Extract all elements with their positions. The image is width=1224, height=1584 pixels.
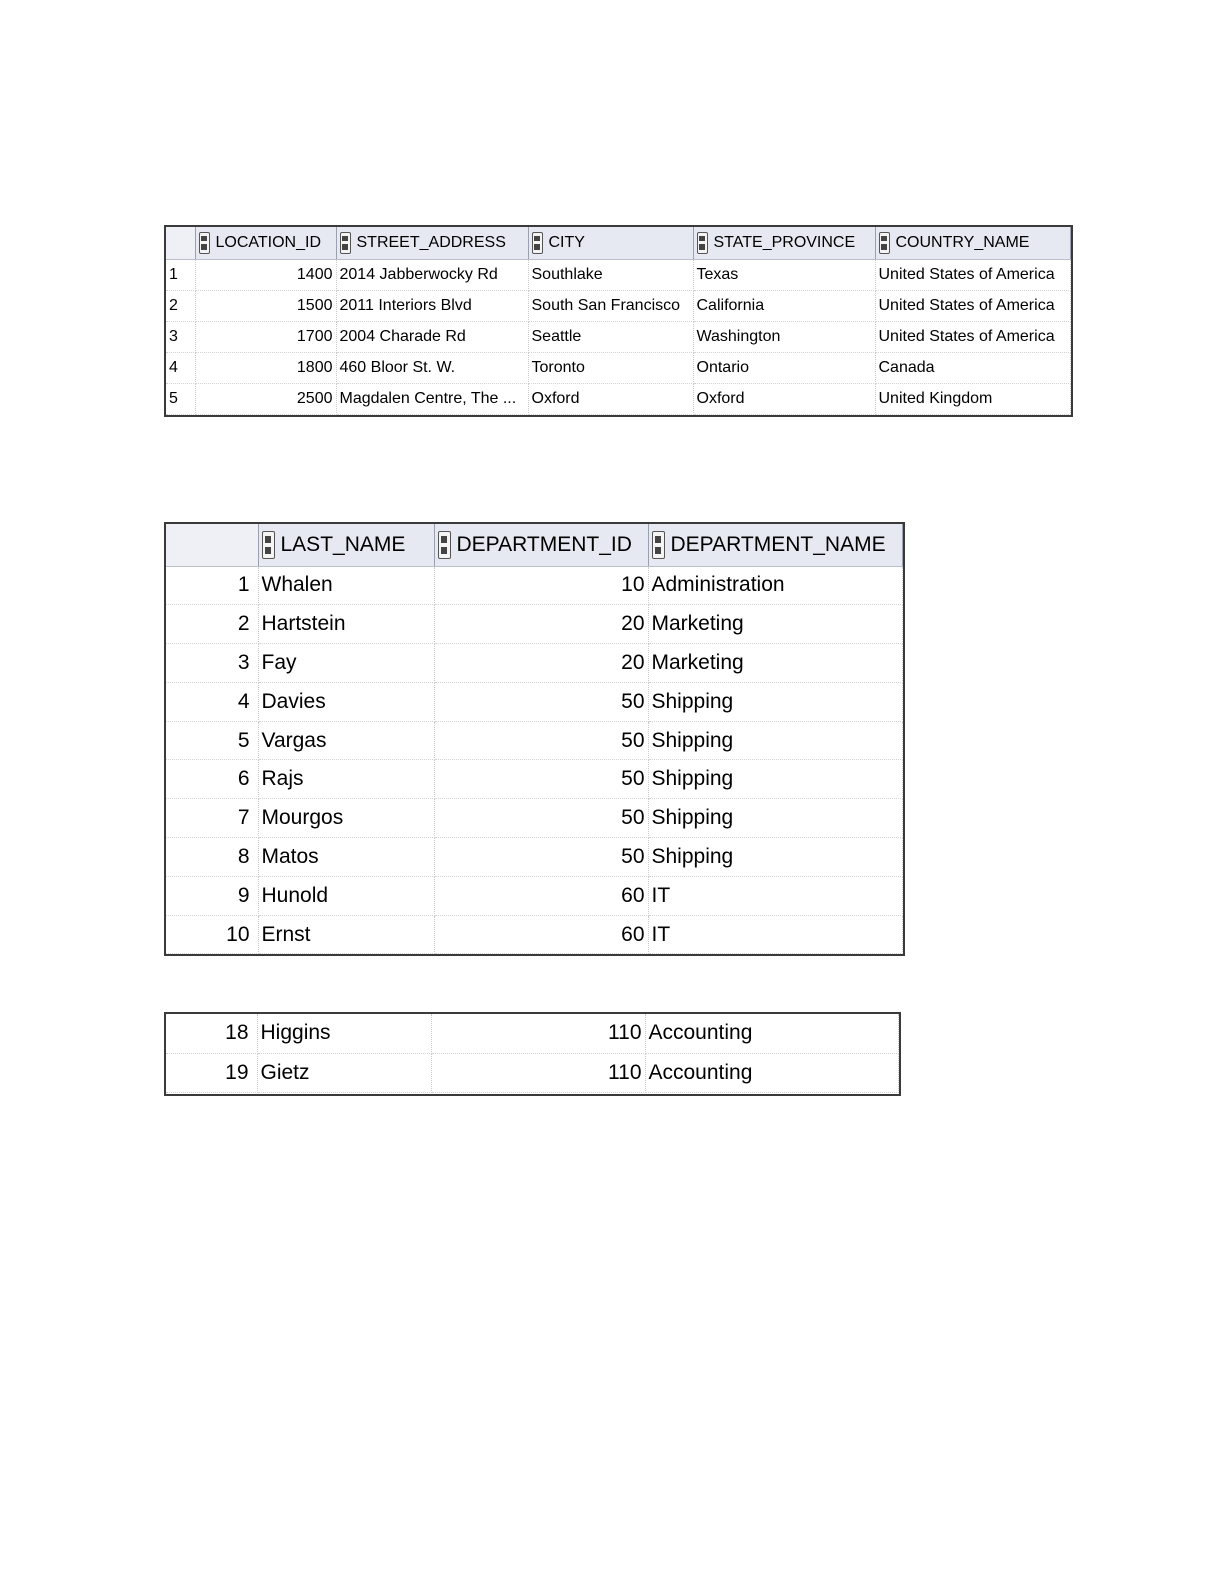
last-name-cell[interactable]: Vargas (258, 721, 434, 760)
last-name-cell[interactable]: Hartstein (258, 605, 434, 644)
last-name-cell[interactable]: Whalen (258, 566, 434, 605)
last-name-cell[interactable]: Ernst (258, 915, 434, 954)
department-id-cell[interactable]: 50 (434, 799, 648, 838)
row-number: 18 (166, 1014, 257, 1053)
state-province-cell[interactable]: Oxford (693, 383, 875, 414)
department-name-cell[interactable]: Shipping (648, 799, 903, 838)
table-row[interactable] (166, 682, 903, 721)
last-name-cell[interactable]: Mourgos (258, 799, 434, 838)
city-cell[interactable]: Southlake (528, 259, 693, 290)
city-cell[interactable]: South San Francisco (528, 290, 693, 321)
sort-az-icon[interactable] (340, 232, 351, 254)
table-row[interactable] (166, 352, 1071, 383)
location-id-cell[interactable]: 1800 (195, 352, 336, 383)
department-name-cell[interactable]: IT (648, 915, 903, 954)
city-cell[interactable]: Seattle (528, 321, 693, 352)
street-address-cell[interactable]: 2011 Interiors Blvd (336, 290, 528, 321)
row-number: 7 (166, 799, 258, 838)
table-row[interactable] (166, 760, 903, 799)
department-id-cell[interactable]: 50 (434, 838, 648, 877)
row-number-header (166, 227, 195, 259)
state-province-cell[interactable]: Washington (693, 321, 875, 352)
sort-az-icon[interactable] (438, 531, 451, 559)
department-id-cell[interactable]: 20 (434, 605, 648, 644)
row-number: 2 (166, 605, 258, 644)
last-name-cell[interactable]: Higgins (257, 1014, 431, 1053)
location-id-cell[interactable]: 1700 (195, 321, 336, 352)
department-id-cell[interactable]: 50 (434, 721, 648, 760)
table-row[interactable] (166, 1014, 899, 1053)
employees-result-grid-tail (164, 1012, 901, 1096)
column-header-city[interactable]: CITY (528, 227, 693, 259)
street-address-cell[interactable]: Magdalen Centre, The ... (336, 383, 528, 414)
table-row[interactable] (166, 915, 903, 954)
table-row[interactable] (166, 290, 1071, 321)
department-id-cell[interactable]: 10 (434, 566, 648, 605)
row-number: 10 (166, 915, 258, 954)
sort-az-icon[interactable] (199, 232, 210, 254)
department-id-cell[interactable]: 50 (434, 682, 648, 721)
state-province-cell[interactable]: California (693, 290, 875, 321)
table-row[interactable] (166, 383, 1071, 414)
column-header-country-name[interactable]: COUNTRY_NAME (875, 227, 1071, 259)
column-header-state-province[interactable]: STATE_PROVINCE (693, 227, 875, 259)
row-number: 9 (166, 876, 258, 915)
department-id-cell[interactable]: 110 (431, 1014, 645, 1053)
row-number: 1 (166, 566, 258, 605)
street-address-cell[interactable]: 2004 Charade Rd (336, 321, 528, 352)
header-row (166, 524, 903, 566)
row-number: 8 (166, 838, 258, 877)
department-name-cell[interactable]: Shipping (648, 838, 903, 877)
row-number: 19 (166, 1053, 257, 1092)
last-name-cell[interactable]: Davies (258, 682, 434, 721)
row-number: 5 (166, 383, 195, 414)
country-name-cell[interactable]: Canada (875, 352, 1071, 383)
table-row[interactable] (166, 838, 903, 877)
country-name-cell[interactable]: United States of America (875, 259, 1071, 290)
country-name-cell[interactable]: United States of America (875, 290, 1071, 321)
column-header-last-name[interactable]: LAST_NAME (258, 524, 434, 566)
country-name-cell[interactable]: United States of America (875, 321, 1071, 352)
department-name-cell[interactable]: Shipping (648, 760, 903, 799)
city-cell[interactable]: Toronto (528, 352, 693, 383)
table-row[interactable] (166, 876, 903, 915)
row-number: 3 (166, 644, 258, 683)
sort-az-icon[interactable] (652, 531, 665, 559)
last-name-cell[interactable]: Gietz (257, 1053, 431, 1092)
column-header-location-id[interactable]: LOCATION_ID (195, 227, 336, 259)
department-name-cell[interactable]: Shipping (648, 682, 903, 721)
department-name-cell[interactable]: Administration (648, 566, 903, 605)
department-id-cell[interactable]: 110 (431, 1053, 645, 1092)
department-name-cell[interactable]: Accounting (645, 1014, 899, 1053)
row-number: 4 (166, 352, 195, 383)
last-name-cell[interactable]: Hunold (258, 876, 434, 915)
column-header-street-address[interactable]: STREET_ADDRESS (336, 227, 528, 259)
department-name-cell[interactable]: Accounting (645, 1053, 899, 1092)
locations-result-grid (164, 225, 1073, 417)
state-province-cell[interactable]: Texas (693, 259, 875, 290)
department-name-cell[interactable]: Shipping (648, 721, 903, 760)
department-name-cell[interactable]: Marketing (648, 605, 903, 644)
header-row (166, 227, 1071, 259)
row-number-header (166, 524, 258, 566)
table-row[interactable] (166, 566, 903, 605)
department-id-cell[interactable]: 60 (434, 915, 648, 954)
street-address-cell[interactable]: 460 Bloor St. W. (336, 352, 528, 383)
location-id-cell[interactable]: 1400 (195, 259, 336, 290)
location-id-cell[interactable]: 1500 (195, 290, 336, 321)
row-number: 6 (166, 760, 258, 799)
column-header-department-name[interactable]: DEPARTMENT_NAME (648, 524, 903, 566)
sort-az-icon[interactable] (262, 531, 275, 559)
department-id-cell[interactable]: 50 (434, 760, 648, 799)
table-row[interactable] (166, 259, 1071, 290)
row-number: 1 (166, 259, 195, 290)
department-name-cell[interactable]: IT (648, 876, 903, 915)
table-row[interactable] (166, 799, 903, 838)
row-number: 3 (166, 321, 195, 352)
employees-result-grid (164, 522, 905, 956)
column-header-department-id[interactable]: DEPARTMENT_ID (434, 524, 648, 566)
city-cell[interactable]: Oxford (528, 383, 693, 414)
sort-az-icon[interactable] (879, 232, 890, 254)
last-name-cell[interactable]: Matos (258, 838, 434, 877)
table-row[interactable] (166, 721, 903, 760)
department-name-cell[interactable]: Marketing (648, 644, 903, 683)
sort-az-icon[interactable] (697, 232, 708, 254)
department-id-cell[interactable]: 60 (434, 876, 648, 915)
last-name-cell[interactable]: Fay (258, 644, 434, 683)
last-name-cell[interactable]: Rajs (258, 760, 434, 799)
row-number: 4 (166, 682, 258, 721)
department-id-cell[interactable]: 20 (434, 644, 648, 683)
row-number: 5 (166, 721, 258, 760)
table-row[interactable] (166, 644, 903, 683)
sort-az-icon[interactable] (532, 232, 543, 254)
country-name-cell[interactable]: United Kingdom (875, 383, 1071, 414)
table-row[interactable] (166, 1053, 899, 1092)
location-id-cell[interactable]: 2500 (195, 383, 336, 414)
street-address-cell[interactable]: 2014 Jabberwocky Rd (336, 259, 528, 290)
row-number: 2 (166, 290, 195, 321)
state-province-cell[interactable]: Ontario (693, 352, 875, 383)
table-row[interactable] (166, 321, 1071, 352)
table-row[interactable] (166, 605, 903, 644)
